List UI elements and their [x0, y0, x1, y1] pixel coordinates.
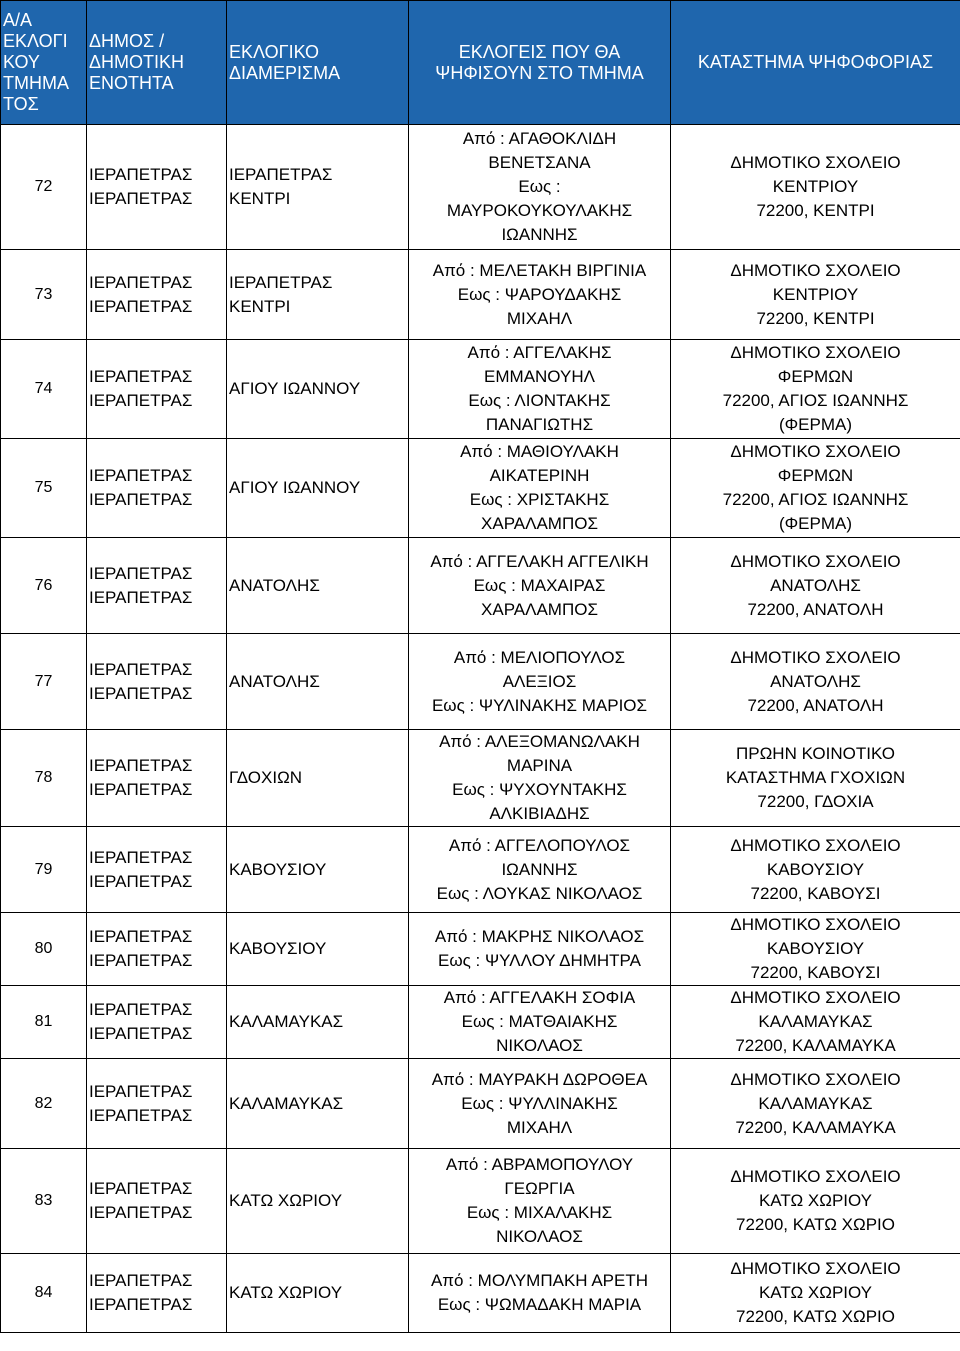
- municipality-cell-line: ΙΕΡΑΠΕΤΡΑΣ: [89, 927, 193, 946]
- header-row: [1, 1, 960, 125]
- polling-station-cell-line: ΚΑΛΑΜΑΥΚΑΣ: [758, 1093, 873, 1113]
- polling-station-cell-line: 72200, ΚΑΛΑΜΑΥΚΑ: [735, 1117, 896, 1137]
- header-municipality-line: ΔΗΜΟΣ /: [89, 31, 165, 51]
- polling-station-cell-line: 72200, ΚΕΝΤΡΙ: [756, 201, 875, 220]
- voters-range-cell-line: Εως : ΛΟΥΚΑΣ ΝΙΚΟΛΑΟΣ: [436, 883, 643, 903]
- table-row: [1, 913, 960, 986]
- municipality-cell-line: ΙΕΡΑΠΕΤΡΑΣ: [89, 756, 193, 775]
- polling-station-cell: [671, 538, 960, 634]
- voters-range-cell-line: Εως : ΜΙΧΑΛΑΚΗΣ: [466, 1203, 613, 1222]
- municipality-cell-line: ΙΕΡΑΠΕΤΡΑΣ: [89, 1271, 193, 1290]
- polling-station-cell-line: 72200, ΑΝΑΤΟΛΗ: [747, 599, 884, 619]
- municipality-cell-line: ΙΕΡΑΠΕΤΡΑΣ: [89, 367, 193, 386]
- municipality-cell: [87, 250, 227, 340]
- municipality-cell-line: ΙΕΡΑΠΕΤΡΑΣ: [89, 951, 193, 970]
- polling-station-cell: [671, 913, 960, 986]
- municipality-cell-line: ΙΕΡΑΠΕΤΡΑΣ: [89, 1000, 193, 1019]
- voters-range-cell-line: Εως : ΛΙΟΝΤΑΚΗΣ: [468, 391, 611, 410]
- electoral-district-cell-line: ΚΑΒΟΥΣΙΟΥ: [229, 859, 327, 879]
- voters-range-cell-line: Από : ΑΓΓΕΛΑΚΗ ΑΓΓΕΛΙΚΗ: [430, 551, 649, 571]
- polling-station-cell-line: ΑΝΑΤΟΛΗΣ: [770, 575, 861, 595]
- voters-range-cell: [409, 913, 671, 986]
- electoral-district-cell-line: ΑΝΑΤΟΛΗΣ: [229, 671, 320, 691]
- voters-range-cell-line: ΧΑΡΑΛΑΜΠΟΣ: [481, 514, 598, 533]
- municipality-cell: [87, 439, 227, 538]
- municipality-cell: [87, 1149, 227, 1254]
- voters-range-cell-line: ΜΑΥΡΟΚΟΥΚΟΥΛΑΚΗΣ: [446, 201, 633, 220]
- header-section-number-line: ΤΜΗΜΑ: [3, 73, 69, 93]
- polling-station-cell-line: 72200, ΚΑΤΩ ΧΩΡΙΟ: [736, 1307, 895, 1326]
- municipality-cell-line: ΙΕΡΑΠΕΤΡΑΣ: [89, 847, 193, 867]
- header-section-number-line: Α/Α: [3, 10, 33, 30]
- electoral-district-cell-line: ΑΝΑΤΟΛΗΣ: [229, 575, 320, 595]
- polling-station-cell-line: ΔΗΜΟΤΙΚΟ ΣΧΟΛΕΙΟ: [730, 442, 901, 461]
- voters-range-cell-line: Εως : ΨΑΡΟΥΔΑΚΗΣ: [457, 284, 622, 304]
- municipality-cell: [87, 986, 227, 1059]
- municipality-cell-line: ΙΕΡΑΠΕΤΡΑΣ: [89, 1024, 193, 1043]
- municipality-cell-line: ΙΕΡΑΠΕΤΡΑΣ: [89, 871, 193, 891]
- voters-range-cell-line: Εως : ΧΡΙΣΤΑΚΗΣ: [469, 490, 610, 509]
- electoral-district-cell-line: ΚΑΛΑΜΑΥΚΑΣ: [229, 1093, 344, 1113]
- polling-station-cell: [671, 634, 960, 730]
- polling-station-cell-line: ΔΗΜΟΤΙΚΟ ΣΧΟΛΕΙΟ: [730, 153, 901, 172]
- voters-range-cell: [409, 634, 671, 730]
- polling-station-cell-line: 72200, ΑΓΙΟΣ ΙΩΑΝΝΗΣ: [722, 391, 909, 410]
- polling-station-cell: [671, 125, 960, 250]
- municipality-cell: [87, 827, 227, 913]
- header-section-number-line: ΤΟΣ: [3, 94, 39, 114]
- header-polling-station-line: ΚΑΤΑΣΤΗΜΑ ΨΗΦΟΦΟΡΙΑΣ: [697, 52, 934, 72]
- voters-range-cell: [409, 827, 671, 913]
- voters-range-cell-line: ΙΩΑΝΝΗΣ: [501, 859, 578, 879]
- voters-range-cell-line: Εως :: [518, 177, 561, 196]
- polling-station-cell-line: ΚΕΝΤΡΙΟΥ: [772, 177, 859, 196]
- voters-range-cell-line: Από : ΜΕΛΙΟΠΟΥΛΟΣ: [453, 647, 626, 667]
- electoral-district-cell: [227, 125, 409, 250]
- polling-station-cell-line: ΦΕΡΜΩΝ: [777, 466, 854, 485]
- voters-range-cell-line: Από : ΑΓΑΘΟΚΛΙΔΗ: [462, 129, 617, 148]
- municipality-cell-line: ΙΕΡΑΠΕΤΡΑΣ: [89, 659, 193, 679]
- electoral-district-cell: [227, 1254, 409, 1333]
- voters-range-cell: [409, 1149, 671, 1254]
- municipality-cell: [87, 1254, 227, 1333]
- electoral-district-cell-line: ΙΕΡΑΠΕΤΡΑΣ: [229, 272, 333, 292]
- municipality-cell: [87, 340, 227, 439]
- polling-station-cell-line: ΚΑΤΑΣΤΗΜΑ ΓΧΟΧΙΩΝ: [725, 768, 906, 787]
- voters-range-cell-line: ΝΙΚΟΛΑΟΣ: [496, 1227, 583, 1246]
- header-section-number-line: ΚΟΥ: [3, 52, 40, 72]
- polling-station-cell-line: 72200, ΚΑΤΩ ΧΩΡΙΟ: [736, 1215, 895, 1234]
- electoral-district-cell-line: ΚΑΒΟΥΣΙΟΥ: [229, 939, 327, 958]
- section-number-cell: 84: [1, 1254, 87, 1333]
- table-body: [1, 125, 960, 1333]
- section-number-cell: 74: [1, 340, 87, 439]
- header-municipality-line: ΕΝΟΤΗΤΑ: [89, 73, 174, 93]
- electoral-district-cell: [227, 1059, 409, 1149]
- polling-station-cell-line: ΔΗΜΟΤΙΚΟ ΣΧΟΛΕΙΟ: [730, 1259, 901, 1278]
- polling-station-cell: [671, 827, 960, 913]
- polling-station-cell-line: ΑΝΑΤΟΛΗΣ: [770, 671, 861, 691]
- section-number-cell: 79: [1, 827, 87, 913]
- header-voters-range-line: ΨΗΦΙΣΟΥΝ ΣΤΟ ΤΜΗΜΑ: [435, 62, 644, 83]
- header-electoral-district-line: ΔΙΑΜΕΡΙΣΜΑ: [229, 62, 341, 83]
- table-row: [1, 1254, 960, 1333]
- table-row: [1, 986, 960, 1059]
- polling-station-cell-line: ΔΗΜΟΤΙΚΟ ΣΧΟΛΕΙΟ: [730, 260, 901, 280]
- polling-station-cell-line: 72200, ΚΕΝΤΡΙ: [756, 308, 875, 328]
- electoral-district-cell-line: ΚΕΝΤΡΙ: [229, 296, 291, 316]
- polling-station-cell: [671, 439, 960, 538]
- municipality-cell-line: ΙΕΡΑΠΕΤΡΑΣ: [89, 189, 193, 208]
- section-number-cell: 82: [1, 1059, 87, 1149]
- voters-range-cell-line: Εως : ΨΩΜΑΔΑΚΗ ΜΑΡΙΑ: [437, 1295, 642, 1314]
- electoral-district-cell: [227, 1149, 409, 1254]
- voters-range-cell: [409, 1254, 671, 1333]
- voters-range-cell-line: Από : ΜΑΚΡΗΣ ΝΙΚΟΛΑΟΣ: [434, 927, 645, 946]
- polling-station-cell: [671, 1059, 960, 1149]
- municipality-cell-line: ΙΕΡΑΠΕΤΡΑΣ: [89, 683, 193, 703]
- header-electoral-district: [227, 1, 409, 125]
- voters-range-cell: [409, 538, 671, 634]
- polling-station-cell-line: ΚΑΒΟΥΣΙΟΥ: [766, 939, 865, 958]
- voters-range-cell-line: ΝΙΚΟΛΑΟΣ: [496, 1036, 583, 1055]
- header-section-number-line: ΕΚΛΟΓΙ: [3, 31, 68, 51]
- voters-range-cell-line: Εως : ΨΥΛΙΝΑΚΗΣ ΜΑΡΙΟΣ: [431, 695, 648, 715]
- voters-range-cell-line: ΑΛΕΞΙΟΣ: [502, 671, 577, 691]
- polling-station-cell-line: 72200, ΚΑΒΟΥΣΙ: [750, 963, 881, 982]
- polling-station-cell: [671, 1254, 960, 1333]
- section-number-cell: 75: [1, 439, 87, 538]
- polling-station-cell-line: ΚΑΛΑΜΑΥΚΑΣ: [758, 1012, 873, 1031]
- voters-range-cell-line: ΠΑΝΑΓΙΩΤΗΣ: [485, 415, 594, 434]
- polling-station-cell-line: ΚΕΝΤΡΙΟΥ: [772, 284, 859, 304]
- voters-range-cell-line: Από : ΑΓΓΕΛΟΠΟΥΛΟΣ: [448, 835, 631, 855]
- section-number-cell: 83: [1, 1149, 87, 1254]
- municipality-cell-line: ΙΕΡΑΠΕΤΡΑΣ: [89, 391, 193, 410]
- municipality-cell-line: ΙΕΡΑΠΕΤΡΑΣ: [89, 490, 193, 509]
- polling-station-cell-line: ΚΑΤΩ ΧΩΡΙΟΥ: [758, 1191, 873, 1210]
- polling-station-cell: [671, 1149, 960, 1254]
- polling-station-cell: [671, 250, 960, 340]
- municipality-cell-line: ΙΕΡΑΠΕΤΡΑΣ: [89, 466, 193, 485]
- voters-range-cell: [409, 439, 671, 538]
- polling-station-cell-line: ΚΑΤΩ ΧΩΡΙΟΥ: [758, 1283, 873, 1302]
- voters-range-cell-line: Από : ΑΓΓΕΛΑΚΗΣ: [467, 343, 612, 362]
- table-row: [1, 827, 960, 913]
- municipality-cell-line: ΙΕΡΑΠΕΤΡΑΣ: [89, 1179, 193, 1198]
- voters-range-cell: [409, 986, 671, 1059]
- voters-range-cell-line: Από : ΜΕΛΕΤΑΚΗ ΒΙΡΓΙΝΙΑ: [432, 260, 647, 280]
- municipality-cell-line: ΙΕΡΑΠΕΤΡΑΣ: [89, 1081, 193, 1101]
- electoral-district-cell: [227, 730, 409, 827]
- municipality-cell: [87, 634, 227, 730]
- polling-station-cell-line: (ΦΕΡΜΑ): [778, 514, 853, 533]
- voters-range-cell-line: ΜΙΧΑΗΛ: [506, 308, 573, 328]
- electoral-district-cell-line: ΓΔΟΧΙΩΝ: [229, 768, 303, 787]
- voters-range-cell-line: ΙΩΑΝΝΗΣ: [501, 225, 578, 244]
- municipality-cell-line: ΙΕΡΑΠΕΤΡΑΣ: [89, 1203, 193, 1222]
- polling-station-cell-line: ΔΗΜΟΤΙΚΟ ΣΧΟΛΕΙΟ: [730, 1069, 901, 1089]
- voters-range-cell-line: Εως : ΨΥΛΛΙΝΑΚΗΣ: [461, 1093, 618, 1113]
- municipality-cell-line: ΙΕΡΑΠΕΤΡΑΣ: [89, 272, 193, 292]
- voters-range-cell: [409, 730, 671, 827]
- polling-station-cell-line: ΚΑΒΟΥΣΙΟΥ: [766, 859, 865, 879]
- voters-range-cell-line: ΑΛΚΙΒΙΑΔΗΣ: [489, 804, 590, 823]
- voters-range-cell-line: ΒΕΝΕΤΣΑΝΑ: [488, 153, 591, 172]
- municipality-cell: [87, 913, 227, 986]
- electoral-district-cell-line: ΚΕΝΤΡΙ: [229, 189, 291, 208]
- polling-station-cell-line: 72200, ΑΝΑΤΟΛΗ: [747, 695, 884, 715]
- electoral-district-cell: [227, 250, 409, 340]
- voters-range-cell-line: ΕΜΜΑΝΟΥΗΛ: [484, 367, 595, 386]
- electoral-district-cell: [227, 634, 409, 730]
- voters-range-cell: [409, 125, 671, 250]
- electoral-district-cell: [227, 439, 409, 538]
- polling-station-cell-line: ΠΡΩΗΝ ΚΟΙΝΟΤΙΚΟ: [735, 744, 895, 763]
- polling-station-cell-line: ΦΕΡΜΩΝ: [777, 367, 854, 386]
- header-voters-range-line: ΕΚΛΟΓΕΙΣ ΠΟΥ ΘΑ: [458, 41, 621, 62]
- header-polling-station: [671, 1, 960, 125]
- table-row: [1, 439, 960, 538]
- voters-range-cell-line: Από : ΑΛΕΞΟΜΑΝΩΛΑΚΗ: [439, 732, 640, 751]
- header-municipality-line: ΔΗΜΟΤΙΚΗ: [89, 52, 185, 72]
- header-section-number: [1, 1, 87, 125]
- polling-station-cell: [671, 986, 960, 1059]
- voters-range-cell-line: Από : ΜΑΥΡΑΚΗ ΔΩΡΟΘΕΑ: [431, 1069, 648, 1089]
- table-row: [1, 634, 960, 730]
- polling-station-cell-line: ΔΗΜΟΤΙΚΟ ΣΧΟΛΕΙΟ: [730, 915, 901, 934]
- polling-station-cell-line: ΔΗΜΟΤΙΚΟ ΣΧΟΛΕΙΟ: [730, 835, 901, 855]
- electoral-district-cell-line: ΑΓΙΟΥ ΙΩΑΝΝΟΥ: [229, 478, 361, 497]
- electoral-district-cell-line: ΙΕΡΑΠΕΤΡΑΣ: [229, 165, 333, 184]
- polling-station-cell-line: 72200, ΑΓΙΟΣ ΙΩΑΝΝΗΣ: [722, 490, 909, 509]
- section-number-cell: 73: [1, 250, 87, 340]
- electoral-district-cell: [227, 827, 409, 913]
- voters-range-cell-line: Από : ΜΟΛΥΜΠΑΚΗ ΑΡΕΤΗ: [430, 1271, 649, 1290]
- voters-range-cell-line: Εως : ΨΥΧΟΥΝΤΑΚΗΣ: [452, 780, 627, 799]
- header-voters-range: [409, 1, 671, 125]
- polling-station-cell: [671, 340, 960, 439]
- table-row: [1, 340, 960, 439]
- polling-station-cell-line: ΔΗΜΟΤΙΚΟ ΣΧΟΛΕΙΟ: [730, 647, 901, 667]
- municipality-cell: [87, 125, 227, 250]
- voters-range-cell-line: Εως : ΜΑΧΑΙΡΑΣ: [473, 575, 606, 595]
- municipality-cell: [87, 538, 227, 634]
- municipality-cell: [87, 730, 227, 827]
- voters-range-cell-line: Εως : ΜΑΤΘΑΙΑΚΗΣ: [461, 1012, 618, 1031]
- municipality-cell-line: ΙΕΡΑΠΕΤΡΑΣ: [89, 587, 193, 607]
- polling-station-cell: [671, 730, 960, 827]
- municipality-cell-line: ΙΕΡΑΠΕΤΡΑΣ: [89, 296, 193, 316]
- section-number-cell: 80: [1, 913, 87, 986]
- voters-range-cell-line: ΓΕΩΡΓΙΑ: [504, 1179, 575, 1198]
- table-row: [1, 250, 960, 340]
- section-number-cell: 81: [1, 986, 87, 1059]
- header-municipality: [87, 1, 227, 125]
- polling-station-cell-line: ΔΗΜΟΤΙΚΟ ΣΧΟΛΕΙΟ: [730, 343, 901, 362]
- polling-station-cell-line: ΔΗΜΟΤΙΚΟ ΣΧΟΛΕΙΟ: [730, 988, 901, 1007]
- electoral-district-cell: [227, 340, 409, 439]
- voters-range-cell-line: Από : ΑΓΓΕΛΑΚΗ ΣΟΦΙΑ: [443, 988, 636, 1007]
- voters-range-cell: [409, 340, 671, 439]
- voters-range-cell-line: Από : ΑΒΡΑΜΟΠΟΥΛΟΥ: [445, 1155, 634, 1174]
- table-row: [1, 730, 960, 827]
- municipality-cell-line: ΙΕΡΑΠΕΤΡΑΣ: [89, 1295, 193, 1314]
- electoral-district-cell: [227, 986, 409, 1059]
- polling-station-cell-line: 72200, ΚΑΛΑΜΑΥΚΑ: [735, 1036, 896, 1055]
- polling-station-cell-line: (ΦΕΡΜΑ): [778, 415, 853, 434]
- polling-station-cell-line: 72200, ΚΑΒΟΥΣΙ: [750, 883, 881, 903]
- table-row: [1, 125, 960, 250]
- voters-range-cell-line: ΜΑΡΙΝΑ: [506, 756, 573, 775]
- voters-range-cell: [409, 250, 671, 340]
- municipality-cell-line: ΙΕΡΑΠΕΤΡΑΣ: [89, 165, 193, 184]
- voters-range-cell-line: Από : ΜΑΘΙΟΥΛΑΚΗ: [460, 442, 619, 461]
- electoral-district-cell: [227, 538, 409, 634]
- electoral-district-cell-line: ΚΑΤΩ ΧΩΡΙΟΥ: [229, 1283, 343, 1302]
- section-number-cell: 78: [1, 730, 87, 827]
- electoral-district-cell-line: ΚΑΛΑΜΑΥΚΑΣ: [229, 1012, 344, 1031]
- voters-range-cell: [409, 1059, 671, 1149]
- municipality-cell: [87, 1059, 227, 1149]
- section-number-cell: 77: [1, 634, 87, 730]
- header-electoral-district-line: ΕΚΛΟΓΙΚΟ: [229, 41, 320, 62]
- section-number-cell: 72: [1, 125, 87, 250]
- polling-station-cell-line: ΔΗΜΟΤΙΚΟ ΣΧΟΛΕΙΟ: [730, 1167, 901, 1186]
- municipality-cell-line: ΙΕΡΑΠΕΤΡΑΣ: [89, 780, 193, 799]
- electoral-district-cell-line: ΑΓΙΟΥ ΙΩΑΝΝΟΥ: [229, 379, 361, 398]
- table-header: [1, 1, 960, 125]
- table-row: [1, 1059, 960, 1149]
- municipality-cell-line: ΙΕΡΑΠΕΤΡΑΣ: [89, 563, 193, 583]
- section-number-cell: 76: [1, 538, 87, 634]
- voters-range-cell-line: ΧΑΡΑΛΑΜΠΟΣ: [481, 599, 598, 619]
- electoral-district-cell-line: ΚΑΤΩ ΧΩΡΙΟΥ: [229, 1191, 343, 1210]
- table-row: [1, 1149, 960, 1254]
- table-row: [1, 538, 960, 634]
- polling-station-cell-line: ΔΗΜΟΤΙΚΟ ΣΧΟΛΕΙΟ: [730, 551, 901, 571]
- voters-range-cell-line: Εως : ΨΥΛΛΟΥ ΔΗΜΗΤΡΑ: [438, 951, 641, 970]
- municipality-cell-line: ΙΕΡΑΠΕΤΡΑΣ: [89, 1105, 193, 1125]
- polling-station-cell-line: 72200, ΓΔΟΧΙΑ: [757, 792, 874, 811]
- voters-range-cell-line: ΜΙΧΑΗΛ: [506, 1117, 573, 1137]
- electoral-district-cell: [227, 913, 409, 986]
- voters-range-cell-line: ΑΙΚΑΤΕΡΙΝΗ: [489, 466, 590, 485]
